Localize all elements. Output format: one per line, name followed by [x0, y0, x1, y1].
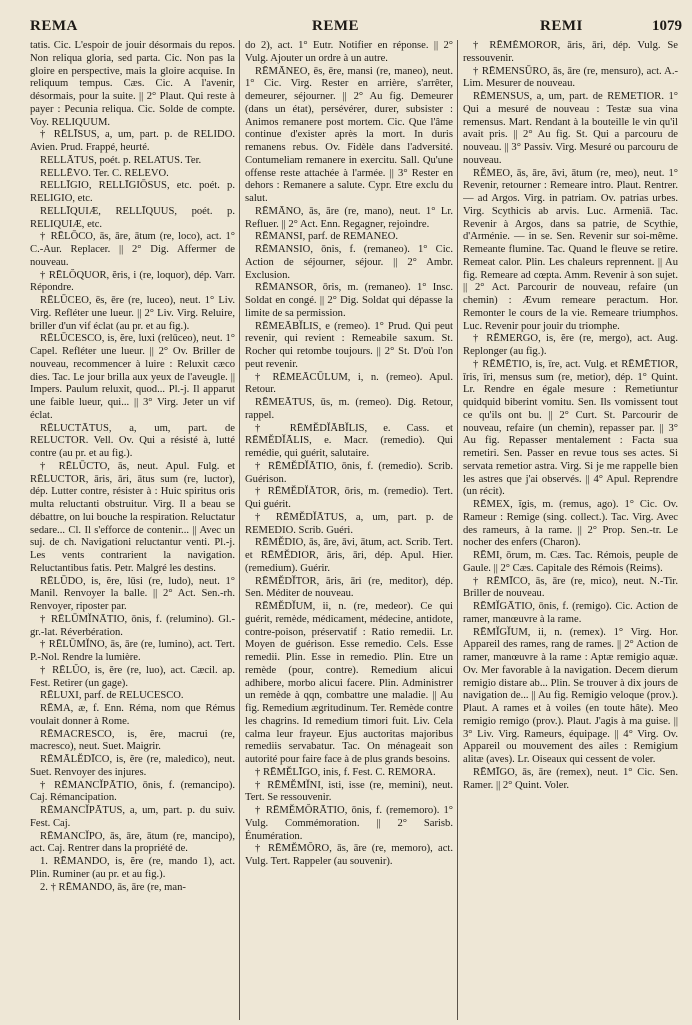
dictionary-entry: RĒLUXI, parf. de RELUCESCO. [40, 690, 184, 702]
dictionary-entry: RĒMANSI, parf. de REMANEO. [255, 231, 399, 243]
dictionary-entry: 1. RĒMANDO, is, ĕre (re, mando 1), act. Plin. Ruminer (au pr. et au fig.). [30, 856, 235, 880]
dictionary-entry: † RĒMANCĬPĀTIO, ōnis, f. (remancipo). Caj. Rémancipation. [30, 779, 235, 804]
column-divider [239, 40, 240, 1020]
dictionary-entry: RĒMENSUS, a, um, part. de REMETIOR. 1° Qui a mesuré de nouveau : Testæ sua vina remensus. Mart. Rendant à la bouteille le vin qu'il avait pris. || 2° Au fig. St. Qui a parcouru de nouveau. || 3° Passiv. Virg. Mesuré ou parcouru de nouveau. [463, 91, 678, 166]
dictionary-entry: † RĒMĔMĬNI, isti, isse (re, memini), neut. Tert. Se ressouvenir. [245, 779, 453, 804]
dictionary-entry: tatis. Cic. L'espoir de jouir désormais du repos. Non reliqua gloria, sed parta. Cic. Non pas la gloire en perspective, mais la gloire acquise. In reliquum tempus. Cæs. Cic. A l'avenir, désormais, pour la suite. || 2° Plaut. Qui reste à payer : Pecunia reliqua. Cic. Solde de compte. Voy. RELIQUUM. [30, 40, 235, 128]
dictionary-entry: RĒMANCĬPĀTUS, a, um, part. p. du suiv. Fest. Caj. [30, 805, 235, 829]
dictionary-entry: RĒMĀNEO, ēs, ēre, mansi (re, maneo), neut. 1° Cic. Virg. Rester en arrière, s'arrêter, demeurer, séjourner. || 2° Au fig. Demeurer (dans un état), persévérer, durer, subsister : Animos remanere post mortem. Cic. Que l'âme continue d'exister après la mort. In duris remanens rebus. Ov. Fidèle dans l'adversité. Contumeliam remanere in exercitu. Sall. Qu'une offense reste attachée à l'armée. || 3° Rester en dehors : Remanere a salute. Cypr. Etre exclu du salut. [245, 65, 453, 204]
dictionary-entry: RELLĪQUIÆ, RELLĪQUUS, poét. p. RELIQUIÆ, etc. [30, 205, 235, 230]
header-right-word: REMI [540, 18, 583, 34]
dictionary-entry: RELLĀTUS, poét. p. RELATUS. Ter. [40, 154, 202, 166]
dictionary-entry: † RĒLĪSUS, a, um, part. p. de RELIDO. Avien. Prud. Frappé, heurté. [30, 129, 235, 153]
dictionary-entry: 2. † RĒMANDO, ās, āre (re, man- [40, 881, 186, 893]
dictionary-entry: † RĒMERGO, is, ĕre (re, mergo), act. Aug. Replonger (au fig.). [463, 333, 678, 357]
text-column-middle [245, 40, 453, 1020]
dictionary-entry: RĒLŪDO, is, ĕre, lūsi (re, ludo), neut. 1° Manil. Renvoyer la balle. || 2° Act. Sen.-rh. Renvoyer, riposter par. [30, 575, 235, 612]
dictionary-entry: RĒMĪGO, ās, āre (remex), neut. 1° Cic. Sen. Ramer. || 2° Quint. Voler. [463, 766, 678, 791]
dictionary-entry: † RĒMĪCO, ās, āre (re, mico), neut. N.-Tir. Briller de nouveau. [463, 575, 678, 600]
header-center-word: REME [312, 18, 359, 34]
dictionary-entry: † RĒMENSŪRO, ās, āre (re, mensuro), act. A.-Lim. Mesurer de nouveau. [463, 65, 678, 90]
dictionary-entry: † RĒLŌCO, ās, āre, ātum (re, loco), act. 1° C.-Aur. Replacer. || 2° Dig. Affermer de nouveau. [30, 231, 235, 268]
page-number: 1079 [652, 18, 682, 34]
dictionary-entry: † RĒMĒTIO, is, īre, act. Vulg. et RĒMĒTIOR, īris, īri, mensus sum (re, metior), dép. 1° Quint. Lr. Rendre en égale mesure : Remetiuntur quidquid biberint vomitu. Sen. Ils vomissent tout ce qu'ils ont bu. || 2° Curt. St. Parcourir de nouveau, refaire (un chemin), repasser par. || 3° Au fig. Repasser mentalement : Facta sua remetiri. Sen. Passer en revue tous ses actes. Si servata remetior astra. Virg. Si je me rappelle bien les astres que j'ai observés. || 4° Apul. Reprendre (un récit). [463, 358, 678, 498]
dictionary-entry: † RĒLŪMĬNO, ās, āre (re, lumino), act. Tert. P.-Nol. Rendre la lumière. [30, 639, 235, 663]
column-divider [457, 40, 458, 1020]
dictionary-entry: † RĒMĔMŎRO, ās, āre (re, memoro), act. Vulg. Tert. Rappeler (au souvenir). [245, 843, 453, 867]
dictionary-entry: do 2), act. 1° Eutr. Notifier en réponse. || 2° Vulg. Ajouter un ordre à un autre. [245, 40, 453, 64]
dictionary-entry: † RĒMĔDĬĀBĬLIS, e. Cass. et RĒMĔDĬĀLIS, e. Macr. (remedio). Qui remédie, qui guérit, salutaire. [245, 422, 453, 459]
dictionary-entry: RĒMI, ōrum, m. Cæs. Tac. Rémois, peuple de Gaule. || 2° Cæs. Capitale des Rémois (Reims). [463, 550, 678, 574]
dictionary-entry: † RĒMĔDĬĀTOR, ōris, m. (remedio). Tert. Qui guérit. [245, 486, 453, 510]
dictionary-entry: RĒMEĀBĬLIS, e (remeo). 1° Prud. Qui peut revenir, qui revient : Remeabile saxum. St. Rocher qui retombe toujours. || 2° St. D'où l'on peut revenir. [245, 320, 453, 370]
running-header [30, 18, 682, 38]
dictionary-entry: † RĒMEĀCŪLUM, i, n. (remeo). Apul. Retour. [245, 371, 453, 396]
dictionary-entry: RĒMĔDĬUM, ii, n. (re, medeor). Ce qui guérit, remède, médicament, médecine, antidote, contre-poison, préservatif : Ratio remedii. Lr. Moyen de guérison. Esse remedio. Cels. Esse remedii. Plin. Esse in remedio. Plin. Etre un remède (pour, contre). Remedium alicui adhibere, morbo alicui facere. Plin. Administrer un remède à qqn, combattre une maladie. || Au fig. Remedium ægritudinum. Ter. Remède contre les chagrins. Id remedium timori fuit. Liv. Cela calma leur frayeur. Ejus auctoritas majoribus remediis servabatur. Tac. On ménageait son autorité pour faire face à de plus grands besoins. [245, 601, 453, 765]
dictionary-entry: † RĒMĔLĪGO, inis, f. Fest. C. REMORA. [255, 766, 436, 778]
dictionary-entry: RĒMĀLĔDĪCO, is, ĕre (re, maledico), neut. Suet. Renvoyer des injures. [30, 754, 235, 778]
dictionary-entry: RĒMĬGĀTIO, ōnis, f. (remigo). Cic. Action de ramer, manœuvre à la rame. [463, 601, 678, 625]
dictionary-entry: RĔMEO, ās, āre, āvi, ātum (re, meo), neut. 1° Revenir, retourner : Remeare intro. Plaut. Rentrer. — ad Argos. Virg. in patriam. Ov. patrias urbes. Virg. Scythicis ab arvis. Luc. Armeniā. Tac. Revenir à Argos, dans sa patrie, de Scythie, d'Arménie. — in se. Sen. Revenir sur soi-même. Remeante flumine. Tac. Quand le fleuve se retire. Remeat calor. Plin. Les chaleurs reprennent. || Au fig. Remeare ad cœpta. Amm. Revenir à son sujet. || 2° Act. Parcourir de nouveau, refaire (un chemin) : Ævum remeare peractum. Hor. Remonter le cours de la vie. Remeare triumphos. Luc. Revenir pour jouir du triomphe. [463, 167, 678, 332]
dictionary-entry: † RĒLŪCTO, ās, neut. Apul. Fulg. et RĒLUCTOR, āris, āri, ātus sum (re, luctor), dép. Lutter contre, résister à : Huic spiritus oris multa reluctanti obstruitur. Virg. Il a beau se débattre, on lui bouche la respiration. Reluctatur sedare... Cl. Il s'efforce de contenir... || Avec un suj. de ch. Navigationi reluctantur venti. Pl.-j. Les vents contrarient la navigation. Reluctantibus fatis. Petr. Malgré les destins. [30, 460, 235, 574]
dictionary-entry: † RĒLŪMĬNĀTIO, ōnis, f. (relumino). Gl.-gr.-lat. Réverbération. [30, 613, 235, 638]
text-column-left [30, 40, 235, 1020]
dictionary-entry: † RĒLŬO, is, ĕre (re, luo), act. Cæcil. ap. Fest. Retirer (un gage). [30, 664, 235, 689]
dictionary-entry: † RĒMĔDĬĀTUS, a, um, part. p. de REMEDIO. Scrib. Guéri. [245, 511, 453, 536]
dictionary-entry: † RĒMĔMŎROR, āris, āri, dép. Vulg. Se ressouvenir. [463, 40, 678, 64]
dictionary-entry: RELLĪGIO, RELLĪGIŌSUS, etc. poét. p. RELIGIO, etc. [30, 180, 235, 204]
dictionary-entry: RĒMĬGĬUM, ii, n. (remex). 1° Virg. Hor. Appareil des rames, rang de rames. || 2° Action de ramer, manœuvre à la rame : Aptæ remigio aquæ. Ov. Mer favorable à la navigation. Decem dierum remigio distare ab... Plin. Se trouver à dix jours de navigation de... || Au fig. Remigio veloque (prov.). Plaut. A rames et à voiles (en toute hâte). Meo remigio remigo (prov.). Plaut. J'agis à ma guise. || 3° Liv. Virg. Rameurs, équipage. || 4° Virg. Ov. Appareil ou mouvement des ailes : Remigium alitæ (aves). Lr. Oiseaux qui cessent de voler. [463, 626, 678, 765]
dictionary-entry: RELLĒVO. Ter. C. RELEVO. [40, 167, 169, 179]
dictionary-entry: RĒLŪCEO, ēs, ēre (re, luceo), neut. 1° Liv. Virg. Refléter une lueur. || 2° Liv. Virg. Reluire, briller d'un vif éclat (au pr. et au fig.). [30, 295, 235, 332]
dictionary-entry: RĒMEĀTUS, ūs, m. (remeo). Dig. Retour, rappel. [245, 397, 453, 421]
dictionary-entry: RĒMEX, ĭgis, m. (remus, ago). 1° Cic. Ov. Rameur : Remige (sing. collect.). Tac. Virg. Avec des rameurs, à la rame. || 2° Prop. Sen.-tr. Le nocher des enfers (Charon). [463, 499, 678, 549]
dictionary-entry: RĒMANSIO, ōnis, f. (remaneo). 1° Cic. Action de séjourner, séjour. || 2° Ambr. Exclusion. [245, 244, 453, 281]
dictionary-entry: RĒMĀNO, ās, āre (re, mano), neut. 1° Lr. Refluer. || 2° Act. Enn. Regagner, rejoindre. [245, 205, 453, 230]
text-column-right [463, 40, 678, 1020]
dictionary-entry: RĒMA, æ, f. Enn. Réma, nom que Rémus voulait donner à Rome. [30, 703, 235, 727]
dictionary-entry: RĒLUCTĀTUS, a, um, part. de RELUCTOR. Vell. Ov. Qui a résisté à, lutté contre (au pr. et au fig.). [30, 422, 235, 459]
dictionary-entry: RĒMACRESCO, is, ĕre, macrui (re, macresco), neut. Suet. Maigrir. [30, 728, 235, 753]
dictionary-entry: RĒMANSOR, ōris, m. (remaneo). 1° Insc. Soldat en congé. || 2° Dig. Soldat qui dépasse la limite de sa permission. [245, 282, 453, 319]
dictionary-entry: RĒMĔDĬTOR, āris, āri (re, meditor), dép. Sen. Méditer de nouveau. [245, 575, 453, 600]
dictionary-entry: † RĒMĔDĬĀTIO, ōnis, f. (remedio). Scrib. Guérison. [245, 460, 453, 485]
dictionary-entry: † RĒLŎQUOR, ĕris, i (re, loquor), dép. Varr. Répondre. [30, 269, 235, 294]
dictionary-entry: † RĒMĔMŎRĀTIO, ōnis, f. (rememoro). 1° Vulg. Commémoration. || 2° Sarisb. Énumération. [245, 805, 453, 842]
dictionary-entry: RĒMĔDIO, ās, āre, āvi, ātum, act. Scrib. Tert. et RĒMĔDIOR, āris, āri, dép. Apul. Hier. (remedium). Guérir. [245, 537, 453, 574]
dictionary-entry: RĒLŪCESCO, is, ĕre, luxi (relūceo), neut. 1° Capel. Refléter une lueur. || 2° Ov. Briller de nouveau, recommencer à luire : Reluxit cæco dies. Tac. Le jour brilla aux yeux de l'aveugle. || Impers. Paulum reluxit, quod... Pl.-j. Il apparut une faible lueur, qui... || 3° Virg. Jeter un vif éclat. [30, 333, 235, 421]
header-left-word: REMA [30, 18, 78, 34]
dictionary-entry: RĒMANCĬPO, ās, āre, ātum (re, mancipo), act. Caj. Rentrer dans la propriété de. [30, 830, 235, 855]
